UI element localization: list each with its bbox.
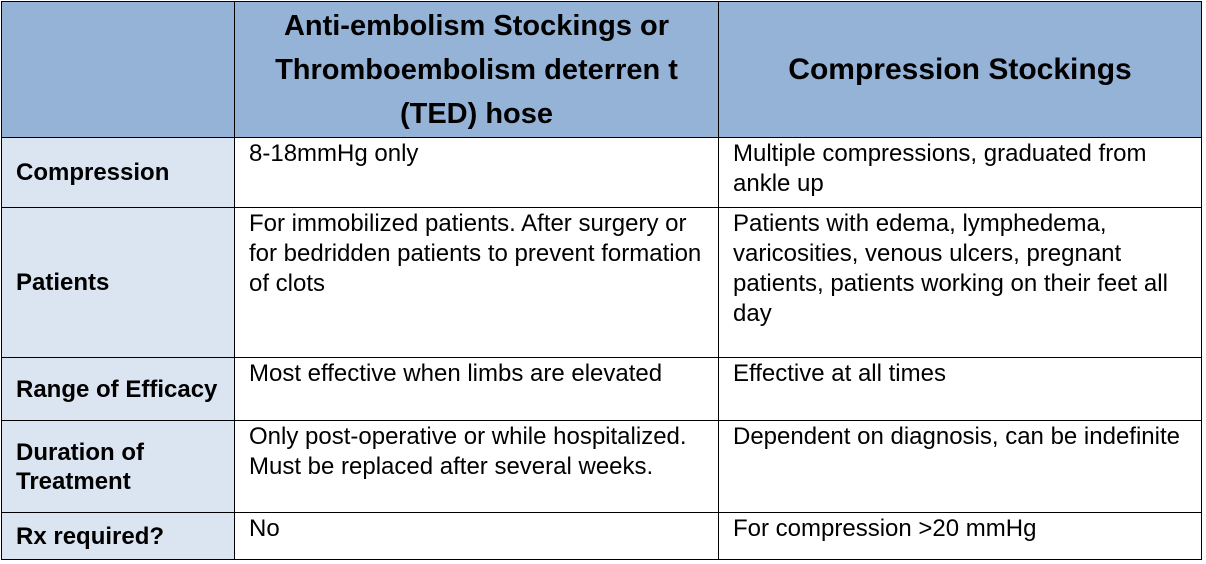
column-header-compression-stockings: Compression Stockings bbox=[719, 2, 1202, 138]
table-cell: 8-18mmHg only bbox=[235, 138, 719, 208]
table-cell: Multiple compressions, graduated from ankle up bbox=[719, 138, 1202, 208]
row-header-compression: Compression bbox=[2, 138, 235, 208]
table-header-row bbox=[2, 2, 1202, 138]
comparison-table bbox=[1, 1, 1202, 560]
row-header-duration-of-treatment: Duration of Treatment bbox=[2, 421, 235, 513]
table-cell: Dependent on diagnosis, can be indefinite bbox=[719, 421, 1202, 513]
table-row bbox=[2, 138, 1202, 208]
table-cell: Patients with edema, lymphedema, varicosities, venous ulcers, pregnant patients, patients working on their feet all day bbox=[719, 208, 1202, 358]
table-cell: No bbox=[235, 513, 719, 560]
table-cell: For compression >20 mmHg bbox=[719, 513, 1202, 560]
column-header-ted-hose: Anti-embolism Stockings or Thromboembolism deterren t (TED) hose bbox=[235, 2, 719, 138]
table-cell: Only post-operative or while hospitalized. Must be replaced after several weeks. bbox=[235, 421, 719, 513]
table-row bbox=[2, 513, 1202, 560]
table-row bbox=[2, 358, 1202, 421]
table-row bbox=[2, 208, 1202, 358]
row-header-range-of-efficacy: Range of Efficacy bbox=[2, 358, 235, 421]
table-row bbox=[2, 421, 1202, 513]
table-cell: Most effective when limbs are elevated bbox=[235, 358, 719, 421]
row-header-patients: Patients bbox=[2, 208, 235, 358]
corner-header-cell bbox=[2, 2, 235, 138]
table-cell: For immobilized patients. After surgery or for bedridden patients to prevent formation of clots bbox=[235, 208, 719, 358]
row-header-rx-required: Rx required? bbox=[2, 513, 235, 560]
table-cell: Effective at all times bbox=[719, 358, 1202, 421]
